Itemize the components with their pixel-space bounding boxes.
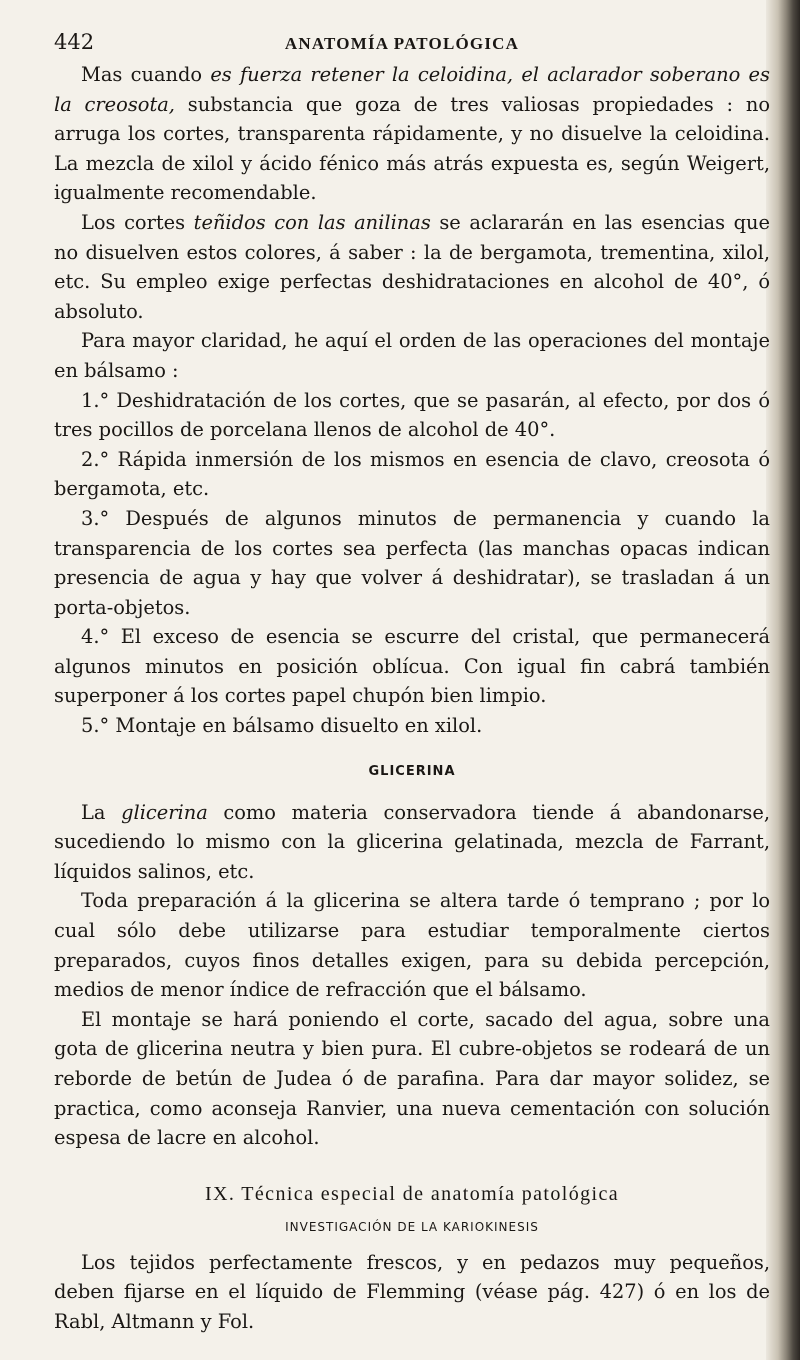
book-page-edge xyxy=(766,0,800,1360)
list-item: 5.° Montaje en bálsamo disuelto en xilol. xyxy=(81,714,483,738)
book-page xyxy=(54,30,770,1337)
list-item: 4.° El exceso de esencia se escurre del cristal, que permanecerá algunos minutos en posición oblícua. Con igual fin cabrá también superponer á los cortes papel chupón bien limpio. xyxy=(54,625,770,708)
list-item: 3.° Después de algunos minutos de permanencia y cuando la transparencia de los cortes sea perfecta (las manchas opacas indican presencia de agua y hay que volver á deshidratar), se trasladan á un porta-objetos. xyxy=(54,506,770,619)
list-item: 1.° Deshidratación de los cortes, que se pasarán, al efecto, por dos ó tres pocillos de porcelana llenos de alcohol de 40°. xyxy=(54,388,770,442)
paragraph: La glicerina como materia conservadora tiende á abandonarse, sucediendo lo mismo con la glicerina gelatinada, mezcla de Farrant, líquidos salinos, etc. xyxy=(54,800,770,883)
chapter-heading: IX. Técnica especial de anatomía patológica xyxy=(204,1182,620,1205)
page-header xyxy=(54,30,770,54)
paragraph: Los tejidos perfectamente frescos, y en pedazos muy pequeños, deben fijarse en el líquido de Flemming (véase pág. 427) ó en los de Rabl, Altmann y Fol. xyxy=(54,1250,770,1333)
paragraph: Toda preparación á la glicerina se altera tarde ó temprano ; por lo cual sólo debe utilizarse para estudiar temporalmente ciertos preparados, cuyos finos detalles exigen, para su debida percepción, medios de menor índice de refracción que el bálsamo. xyxy=(54,889,770,1002)
chapter-subheading: INVESTIGACIÓN DE LA KARIOKINESIS xyxy=(285,1219,539,1234)
paragraph: Para mayor claridad, he aquí el orden de las operaciones del montaje en bálsamo : xyxy=(54,329,770,382)
section-heading-glicerina: GLICERINA xyxy=(368,763,456,779)
list-item: 2.° Rápida inmersión de los mismos en esencia de clavo, creosota ó bergamota, etc. xyxy=(54,447,770,501)
paragraph: Mas cuando es fuerza retener la celoidina, el aclarador soberano es la creosota, substancia que goza de tres valiosas propiedades : no arruga los cortes, transparenta rápidamente, y no disuelve la celoidina. La mezcla de xilol y ácido fénico más atrás expuesta es, según Weigert, igualmente recomendable. xyxy=(54,63,770,205)
running-title: ANATOMÍA PATOLÓGICA xyxy=(284,34,520,53)
paragraph: El montaje se hará poniendo el corte, sacado del agua, sobre una gota de glicerina neutra y bien pura. El cubre-objetos se rodeará de un reborde de betún de Judea ó de parafina. Para dar mayor solidez, se practica, como aconseja Ranvier, una nueva cementación con solución espesa de lacre en alcohol. xyxy=(54,1007,770,1150)
page-number: 442 xyxy=(54,30,95,54)
paragraph: Los cortes teñidos con las anilinas se aclararán en las esencias que no disuelven estos colores, á saber : la de bergamota, trementina, xilol, etc. Su empleo exige perfectas deshidrataciones en alcohol de 40°, ó absoluto. xyxy=(54,210,770,323)
